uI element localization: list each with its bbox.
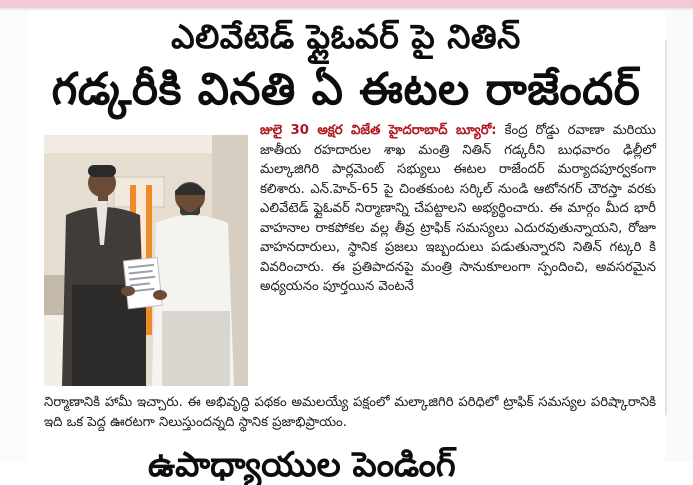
column-rule: [665, 40, 667, 415]
news-clipping: [28, 11, 664, 485]
right-margin: [665, 10, 693, 462]
page-top-band: [0, 0, 693, 8]
article-body-full-width: నిర్మాణానికి హామీ ఇచ్చారు. ఈ అభివృద్ధి పథకం అమలయ్యే పక్షంలో మల్కాజిగిరి పరిధిలో ట్రాఫిక్ సమస్యల పరిష్కారానికి ఇది ఒక పెద్ద ఊరటగా నిలుస్తుందన్నది స్థానిక ప్రజాభిప్రాయం.: [44, 395, 656, 430]
news-photo: [44, 135, 248, 386]
article-body-text: కేంద్ర రోడ్డు రవాణా మరియు జాతీయ రహదారుల శాఖ మంత్రి నితిన్ గడ్కరీని బుధవారం ఢిల్లీలో మల్కాజిగిరి పార్లమెంట్ సభ్యులు ఈటల రాజేందర్ మర్యాదపూర్వకంగా కలిశారు. ఎన్.హెచ్-65 పై చింతకుంట సర్కిల్ నుండి ఆటోనగర్ చౌరస్తా వరకు ఎలివేటెడ్ ఫ్లైఓవర్ నిర్మాణాన్ని చేపట్టాలని అభ్యర్థించారు. ఈ మార్గం మీద భారీ వాహనాల రాకపోకల వల్ల తీవ్ర ట్రాఫిక్ సమస్యలు ఎదురవుతున్నాయని, రోజూ వాహనదారులు, స్థానిక ప్రజలు ఇబ్బందులు పడుతున్నారని నితిన్ గట్కరి కి వివరించారు. ఈ ప్రతిపాదనపై మంత్రి సానుకూలంగా స్పందించి, అవసరమైన అధ్యయనం పూర్తయిన వెంటనే: [260, 123, 656, 294]
headline-line-2: గడ్కరీకి వినతి ఏ ఈటల రాజేందర్: [51, 64, 641, 115]
article-body-column: [260, 121, 656, 391]
headline-line-1: ఎలివేటెడ్ ఫ్లైఓవర్ పై నితిన్: [171, 17, 521, 56]
left-margin: [0, 10, 28, 462]
meeting-photo-illustration: [44, 135, 248, 386]
next-article-headline: [148, 445, 548, 485]
next-headline-text: ఉపాధ్యాయుల పెండింగ్: [148, 445, 456, 485]
dateline: జులై 30 అక్షర విజేత హైదరాబాద్ బ్యూరో:: [260, 123, 497, 138]
